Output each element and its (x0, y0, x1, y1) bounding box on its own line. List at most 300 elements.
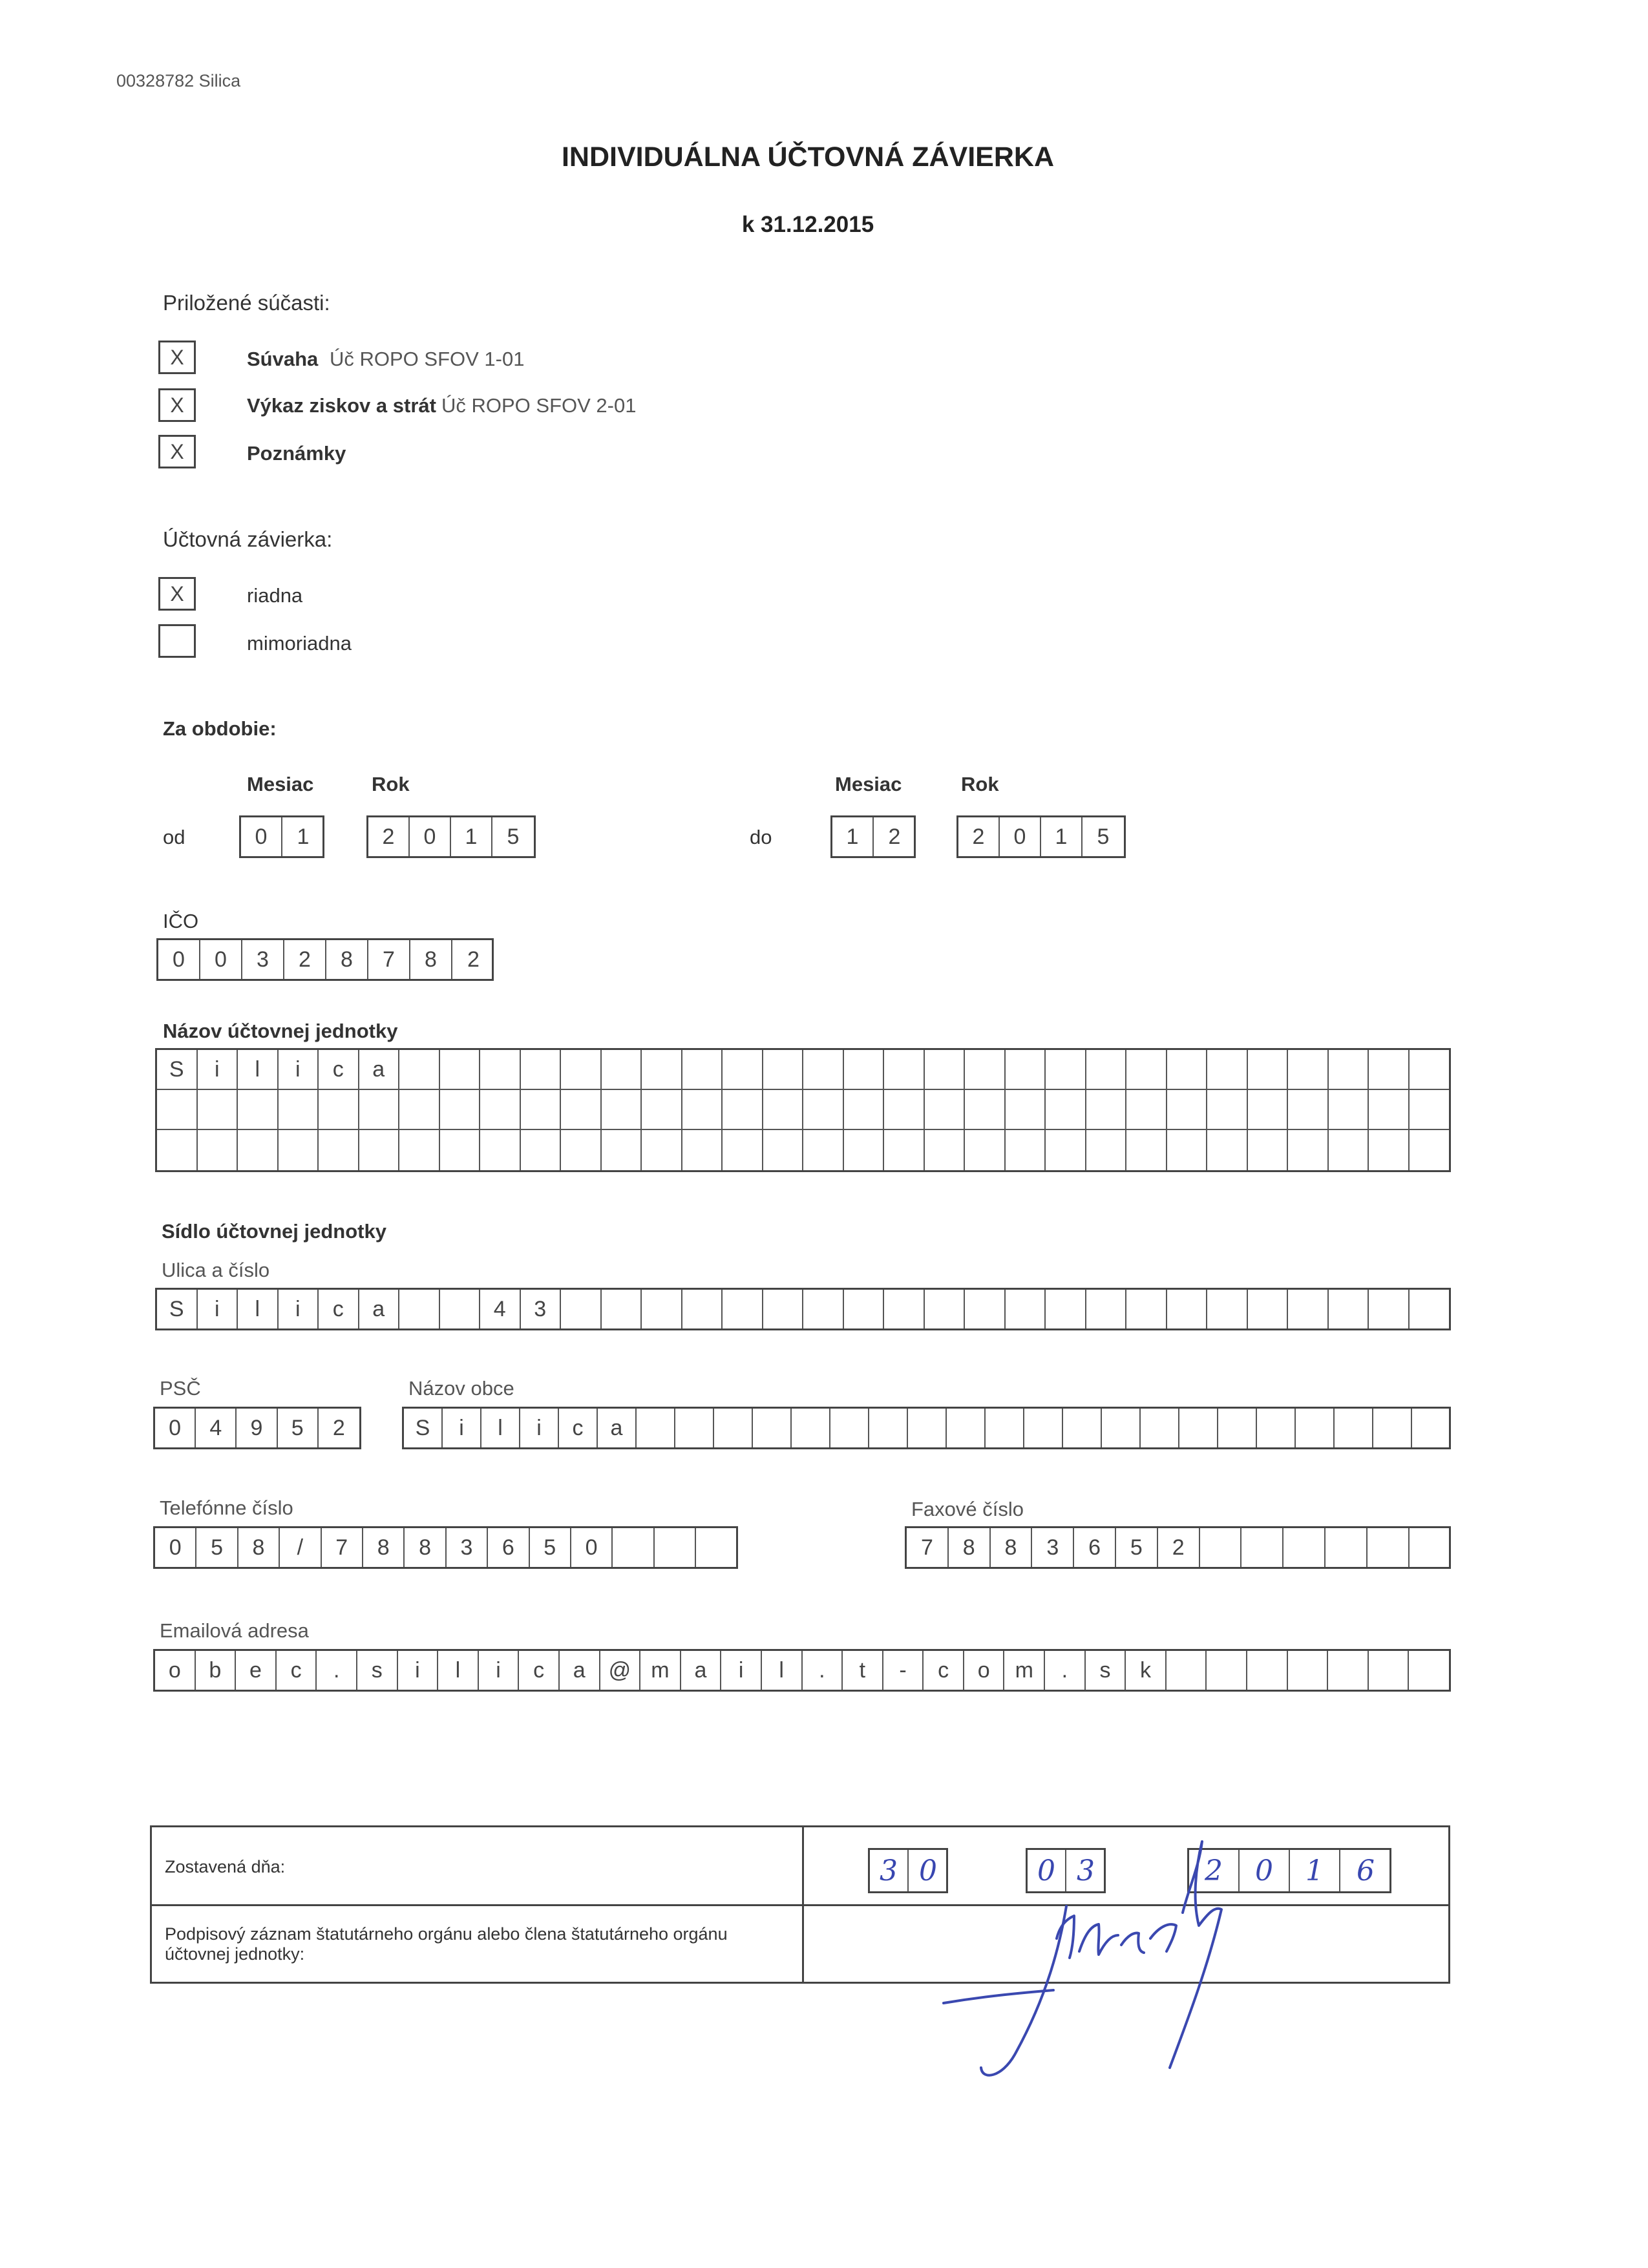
ico-field[interactable] (156, 938, 494, 981)
char-cell: c (559, 1409, 598, 1447)
char-cell: 3 (1077, 1854, 1095, 1887)
char-cell (1126, 1290, 1167, 1328)
char-cell (480, 1050, 521, 1089)
char-cell (279, 1090, 319, 1129)
char-cell (682, 1050, 723, 1089)
char-cell: a (359, 1050, 400, 1089)
char-cell: 0 (241, 817, 282, 856)
char-cell: . (317, 1651, 357, 1690)
char-cell (642, 1090, 682, 1129)
char-cell (675, 1409, 714, 1447)
char-cell: 8 (410, 940, 452, 979)
char-cell (359, 1090, 400, 1129)
seat-heading: Sídlo účtovnej jednotky (162, 1220, 386, 1243)
phone-field[interactable] (153, 1526, 738, 1569)
char-cell: 2 (888, 824, 901, 849)
char-cell (803, 1050, 844, 1089)
char-cell (1167, 1090, 1208, 1129)
char-cell (642, 1130, 682, 1170)
unit-name-label: Názov účtovnej jednotky (163, 1020, 398, 1042)
char-cell (1248, 1090, 1289, 1129)
char-cell (884, 1050, 925, 1089)
char-cell (1006, 1290, 1046, 1328)
char-cell (844, 1090, 885, 1129)
char-cell: 2 (332, 1415, 345, 1440)
char-cell (1288, 1050, 1329, 1089)
char-cell (1086, 1090, 1127, 1129)
char-cell: 0 (155, 1409, 196, 1447)
char-cell (1368, 1528, 1410, 1567)
char-cell (1046, 1290, 1086, 1328)
char-cell (1207, 1651, 1247, 1690)
char-cell (1329, 1290, 1369, 1328)
char-cell: a (681, 1651, 722, 1690)
closure-heading: Účtovná závierka: (163, 527, 333, 551)
char-cell: 5 (278, 1409, 319, 1447)
char-cell (399, 1090, 440, 1129)
char-cell: l (438, 1651, 479, 1690)
phone-label: Telefónne číslo (160, 1496, 293, 1519)
char-cell (1218, 1409, 1257, 1447)
char-cell (1086, 1290, 1127, 1328)
signoff-divider (802, 1827, 804, 1982)
char-cell (602, 1090, 642, 1129)
char-cell (1410, 1290, 1450, 1328)
unit-name-row (157, 1090, 1449, 1130)
char-cell (1288, 1130, 1329, 1170)
char-cell: k (1126, 1651, 1167, 1690)
char-cell (1410, 1528, 1452, 1567)
char-cell (1167, 1290, 1208, 1328)
char-cell: 8 (363, 1528, 405, 1567)
char-cell: S (157, 1290, 198, 1328)
char-cell (1046, 1050, 1086, 1089)
char-cell (884, 1130, 925, 1170)
char-cell (561, 1050, 602, 1089)
char-cell (480, 1090, 521, 1129)
char-cell: 0 (410, 817, 451, 856)
from-year-field[interactable] (366, 815, 536, 858)
char-cell: a (359, 1290, 400, 1328)
component-name-vykaz: Výkaz ziskov a strát (247, 394, 436, 417)
char-cell: 0 (200, 940, 242, 979)
char-cell: 2 (284, 940, 326, 979)
char-cell: 2 (467, 947, 480, 972)
char-cell (1248, 1290, 1289, 1328)
char-cell (723, 1290, 763, 1328)
char-cell (1369, 1290, 1410, 1328)
char-cell: i (443, 1409, 481, 1447)
char-cell (561, 1290, 602, 1328)
char-cell (1086, 1130, 1127, 1170)
char-cell (642, 1290, 682, 1328)
char-cell (1006, 1130, 1046, 1170)
component-code-vykaz: Úč ROPO SFOV 2-01 (441, 394, 637, 417)
char-cell (763, 1090, 804, 1129)
char-cell (198, 1090, 238, 1129)
char-cell: i (398, 1651, 439, 1690)
char-cell (1141, 1409, 1179, 1447)
char-cell: 3 (870, 1850, 909, 1891)
char-cell: t (843, 1651, 883, 1690)
char-cell: a (560, 1651, 600, 1690)
char-cell: 0 (155, 1528, 196, 1567)
char-cell (682, 1290, 723, 1328)
char-cell: 2 (1189, 1850, 1240, 1891)
checkbox-mimoriadna[interactable] (158, 624, 196, 658)
char-cell (1369, 1651, 1410, 1690)
char-cell: 2 (1158, 1528, 1200, 1567)
char-cell (521, 1090, 562, 1129)
char-cell (803, 1090, 844, 1129)
fax-label: Faxové číslo (911, 1498, 1024, 1520)
to-month-field[interactable] (830, 815, 916, 858)
char-cell (1247, 1651, 1288, 1690)
char-cell (723, 1090, 763, 1129)
char-cell (157, 1130, 198, 1170)
char-cell (1102, 1409, 1141, 1447)
char-cell: b (196, 1651, 237, 1690)
char-cell (1167, 1050, 1208, 1089)
char-cell (1006, 1090, 1046, 1129)
char-cell (602, 1130, 642, 1170)
char-cell: c (319, 1290, 359, 1328)
char-cell (869, 1409, 908, 1447)
char-cell: 5 (1116, 1528, 1158, 1567)
to-month-label: Mesiac (835, 773, 902, 795)
document-date: k 31.12.2015 (741, 212, 874, 237)
char-cell (965, 1290, 1006, 1328)
char-cell: 2 (958, 817, 1000, 856)
closure-mimoriadna-label: mimoriadna (247, 632, 352, 655)
email-label: Emailová adresa (160, 1619, 309, 1642)
char-cell (279, 1130, 319, 1170)
char-cell (1207, 1090, 1248, 1129)
char-cell (714, 1409, 753, 1447)
char-cell: . (1045, 1651, 1086, 1690)
char-cell: 1 (451, 817, 492, 856)
char-cell (399, 1130, 440, 1170)
town-label: Názov obce (408, 1377, 514, 1400)
char-cell: a (598, 1409, 637, 1447)
char-cell: 0 (1000, 817, 1041, 856)
char-cell: 5 (530, 1528, 571, 1567)
char-cell: i (279, 1290, 319, 1328)
char-cell: 8 (326, 940, 368, 979)
char-cell (1412, 1409, 1451, 1447)
char-cell (723, 1050, 763, 1089)
char-cell (884, 1090, 925, 1129)
char-cell (238, 1090, 279, 1129)
char-cell (1328, 1651, 1369, 1690)
from-month-field[interactable] (239, 815, 324, 858)
components-heading: Priložené súčasti: (163, 291, 330, 315)
char-cell (1046, 1130, 1086, 1170)
char-cell (480, 1130, 521, 1170)
fax-field[interactable] (905, 1526, 1451, 1569)
char-cell: 3 (521, 1290, 562, 1328)
char-cell: c (519, 1651, 560, 1690)
char-cell: i (721, 1651, 762, 1690)
char-cell (1046, 1090, 1086, 1129)
char-cell (1288, 1090, 1329, 1129)
char-cell: 7 (907, 1528, 949, 1567)
char-cell (602, 1050, 642, 1089)
char-cell (803, 1130, 844, 1170)
char-cell (440, 1290, 481, 1328)
component-code-suvaha: Úč ROPO SFOV 1-01 (330, 348, 525, 370)
street-field[interactable] (155, 1288, 1451, 1330)
char-cell: 3 (242, 940, 284, 979)
checkbox-suvaha[interactable]: X (158, 341, 196, 374)
char-cell (1410, 1050, 1450, 1089)
char-cell: i (479, 1651, 520, 1690)
char-cell (1288, 1290, 1329, 1328)
char-cell: . (803, 1651, 843, 1690)
checkbox-poznamky[interactable]: X (158, 435, 196, 468)
char-cell (637, 1409, 675, 1447)
char-cell: i (198, 1050, 238, 1089)
char-cell: 1 (832, 817, 874, 856)
char-cell (1126, 1090, 1167, 1129)
char-cell (521, 1050, 562, 1089)
char-cell: 0 (919, 1854, 937, 1887)
char-cell (696, 1528, 737, 1567)
char-cell (1200, 1528, 1242, 1567)
char-cell: 9 (237, 1409, 277, 1447)
char-cell: l (481, 1409, 520, 1447)
char-cell: 3 (447, 1528, 488, 1567)
to-year-field[interactable] (956, 815, 1126, 858)
char-cell (1409, 1651, 1450, 1690)
char-cell (1329, 1090, 1369, 1129)
char-cell: 1 (297, 824, 310, 849)
char-cell: 0 (1028, 1850, 1066, 1891)
char-cell (1167, 1651, 1207, 1690)
char-cell (925, 1090, 966, 1129)
char-cell: l (238, 1050, 279, 1089)
char-cell: 5 (196, 1528, 238, 1567)
char-cell (1326, 1528, 1368, 1567)
psc-field[interactable] (153, 1407, 361, 1449)
char-cell: 8 (991, 1528, 1033, 1567)
char-cell: o (155, 1651, 196, 1690)
char-cell (763, 1130, 804, 1170)
char-cell: 4 (480, 1290, 521, 1328)
char-cell: 0 (571, 1528, 613, 1567)
char-cell: 1 (1290, 1850, 1340, 1891)
char-cell (1373, 1409, 1412, 1447)
email-field[interactable] (153, 1649, 1451, 1692)
char-cell (440, 1130, 481, 1170)
char-cell (1207, 1130, 1248, 1170)
char-cell: 8 (238, 1528, 280, 1567)
char-cell: 8 (949, 1528, 991, 1567)
unit-name-field[interactable] (155, 1048, 1451, 1172)
char-cell: 3 (1032, 1528, 1074, 1567)
char-cell (198, 1130, 238, 1170)
char-cell: i (279, 1050, 319, 1089)
char-cell (440, 1050, 481, 1089)
unit-name-row (157, 1130, 1449, 1170)
ico-label: IČO (163, 910, 199, 932)
char-cell (1410, 1090, 1450, 1129)
char-cell: 2 (368, 817, 410, 856)
street-label: Ulica a číslo (162, 1259, 270, 1281)
char-cell: c (319, 1050, 359, 1089)
char-cell: m (640, 1651, 681, 1690)
char-cell (1086, 1050, 1127, 1089)
char-cell (1207, 1050, 1248, 1089)
char-cell (763, 1050, 804, 1089)
document-title: INDIVIDUÁLNA ÚČTOVNÁ ZÁVIERKA (561, 142, 1055, 173)
char-cell (238, 1130, 279, 1170)
char-cell (319, 1090, 359, 1129)
char-cell (521, 1130, 562, 1170)
char-cell: S (404, 1409, 443, 1447)
char-cell (803, 1290, 844, 1328)
from-year-label: Rok (372, 773, 410, 795)
char-cell (947, 1409, 986, 1447)
char-cell: 6 (488, 1528, 529, 1567)
char-cell: 5 (1097, 824, 1110, 849)
char-cell (1335, 1409, 1373, 1447)
char-cell: 0 (1240, 1850, 1290, 1891)
char-cell (1369, 1130, 1410, 1170)
char-cell (792, 1409, 830, 1447)
checkbox-vykaz[interactable]: X (158, 388, 196, 422)
char-cell (723, 1130, 763, 1170)
char-cell (561, 1090, 602, 1129)
char-cell (1024, 1409, 1063, 1447)
char-cell: - (883, 1651, 924, 1690)
char-cell (561, 1130, 602, 1170)
char-cell (965, 1130, 1006, 1170)
char-cell: l (762, 1651, 803, 1690)
char-cell: l (238, 1290, 279, 1328)
char-cell (1369, 1050, 1410, 1089)
char-cell (925, 1050, 966, 1089)
char-cell (642, 1050, 682, 1089)
char-cell (157, 1090, 198, 1129)
from-label: od (163, 826, 185, 848)
char-cell (1179, 1409, 1218, 1447)
char-cell: 7 (322, 1528, 363, 1567)
char-cell (1126, 1130, 1167, 1170)
char-cell (440, 1090, 481, 1129)
char-cell: o (964, 1651, 1005, 1690)
char-cell: c (277, 1651, 317, 1690)
char-cell (925, 1130, 966, 1170)
char-cell (1126, 1050, 1167, 1089)
char-cell (844, 1130, 885, 1170)
char-cell: c (924, 1651, 964, 1690)
char-cell: e (236, 1651, 277, 1690)
signoff-table (150, 1825, 1450, 1984)
char-cell (682, 1130, 723, 1170)
char-cell: s (357, 1651, 398, 1690)
to-label: do (750, 826, 772, 848)
char-cell (1063, 1409, 1102, 1447)
char-cell (844, 1050, 885, 1089)
char-cell (763, 1290, 804, 1328)
char-cell: @ (600, 1651, 641, 1690)
char-cell: / (280, 1528, 321, 1567)
char-cell: 7 (368, 940, 410, 979)
char-cell: i (198, 1290, 238, 1328)
char-cell (830, 1409, 869, 1447)
component-name-poznamky: Poznámky (247, 442, 346, 465)
char-cell (1248, 1130, 1289, 1170)
char-cell: 1 (1041, 817, 1083, 856)
char-cell: 8 (405, 1528, 446, 1567)
char-cell: 6 (1357, 1854, 1375, 1887)
document-id: 00328782 Silica (116, 71, 241, 90)
psc-label: PSČ (160, 1377, 201, 1400)
char-cell (1006, 1050, 1046, 1089)
char-cell (1284, 1528, 1326, 1567)
char-cell: m (1004, 1651, 1045, 1690)
char-cell (655, 1528, 696, 1567)
char-cell (1288, 1651, 1329, 1690)
char-cell: 6 (1074, 1528, 1116, 1567)
char-cell (602, 1290, 642, 1328)
char-cell: 5 (507, 824, 520, 849)
from-month-label: Mesiac (247, 773, 314, 795)
char-cell (884, 1290, 925, 1328)
char-cell (319, 1130, 359, 1170)
char-cell (1167, 1130, 1208, 1170)
char-cell (1329, 1050, 1369, 1089)
char-cell (1296, 1409, 1335, 1447)
signature-image (905, 1719, 1241, 2081)
char-cell (399, 1050, 440, 1089)
checkbox-riadna[interactable]: X (158, 577, 196, 611)
char-cell (613, 1528, 654, 1567)
to-year-label: Rok (961, 773, 999, 795)
char-cell (1410, 1130, 1450, 1170)
char-cell: S (157, 1050, 198, 1089)
town-field[interactable] (402, 1407, 1451, 1449)
char-cell (1241, 1528, 1284, 1567)
char-cell: s (1086, 1651, 1126, 1690)
signature-label: Podpisový záznam štatutárneho orgánu alebo člena štatutárneho orgánu účtovnej jednotky: (165, 1924, 728, 1964)
compiled-label: Zostavená dňa: (165, 1857, 286, 1876)
char-cell (1248, 1050, 1289, 1089)
char-cell (1329, 1130, 1369, 1170)
char-cell (1207, 1290, 1248, 1328)
char-cell (682, 1090, 723, 1129)
char-cell (359, 1130, 400, 1170)
char-cell (908, 1409, 947, 1447)
char-cell (925, 1290, 966, 1328)
period-heading: Za obdobie: (163, 717, 277, 740)
char-cell (399, 1290, 440, 1328)
char-cell (986, 1409, 1024, 1447)
char-cell (844, 1290, 885, 1328)
char-cell (753, 1409, 792, 1447)
char-cell (965, 1050, 1006, 1089)
unit-name-row (157, 1050, 1449, 1090)
component-name-suvaha: Súvaha (247, 348, 319, 370)
char-cell (1257, 1409, 1296, 1447)
char-cell: 0 (158, 940, 200, 979)
char-cell (1369, 1090, 1410, 1129)
char-cell: i (520, 1409, 559, 1447)
closure-riadna-label: riadna (247, 584, 303, 607)
char-cell: 4 (196, 1409, 237, 1447)
char-cell (965, 1090, 1006, 1129)
